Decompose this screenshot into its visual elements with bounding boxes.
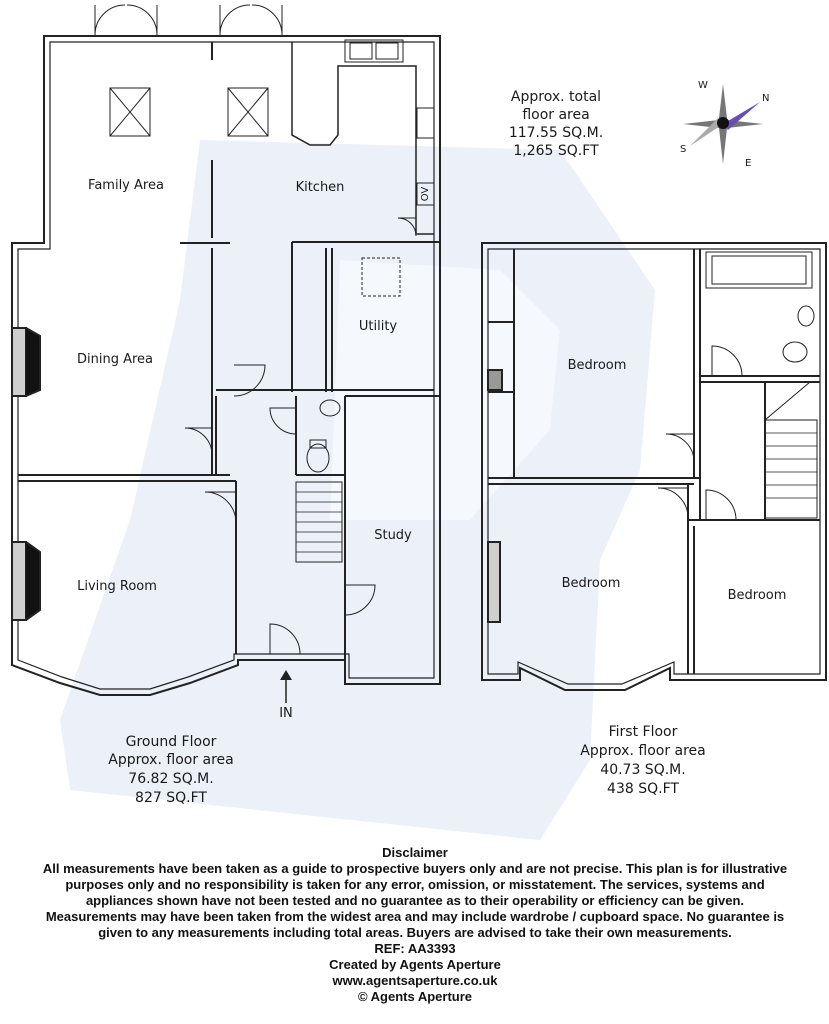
room-label-family-area: Family Area (88, 178, 164, 193)
svg-text:Ground Floor: Ground Floor (125, 734, 217, 750)
compass-north-label: N (762, 93, 770, 104)
room-label-utility: Utility (358, 319, 398, 334)
svg-text:1,265 SQ.FT: 1,265 SQ.FT (513, 143, 599, 159)
disclaimer-block (40, 845, 790, 1005)
room-label-bedroom-right: Bedroom (727, 588, 787, 603)
room-label-living-room: Living Room (77, 579, 157, 594)
svg-text:Approx. floor area: Approx. floor area (108, 752, 234, 768)
svg-text:Approx. total: Approx. total (510, 89, 602, 105)
total-area-summary (509, 89, 603, 159)
entrance-label: IN (279, 706, 293, 721)
compass-east-label: E (745, 158, 752, 169)
svg-text:117.55 SQ.M.: 117.55 SQ.M. (508, 125, 604, 141)
first-floor-summary (580, 724, 706, 797)
reference-number: REF: AA3393 (374, 941, 456, 956)
room-label-bedroom-top: Bedroom (567, 358, 627, 373)
room-label-dining-area: Dining Area (76, 352, 154, 367)
svg-text:76.82 SQ.M.: 76.82 SQ.M. (128, 771, 214, 787)
svg-text:438 SQ.FT: 438 SQ.FT (607, 781, 679, 797)
room-label-bedroom-left: Bedroom (561, 576, 621, 591)
svg-text:40.73 SQ.M.: 40.73 SQ.M. (600, 762, 686, 778)
disclaimer-body: All measurements have been taken as a guide to prospective buyers only and are not precise. This plan is for illustrative purposes only and no responsibility is taken for any error, omission, or misstatement. The services, systems and appliances shown have not been tested and no guarantee as to their operability or efficiency can be given. Measurements may have been taken from the widest area and may include wardrobe / cupboard space. No guarantee is given to any measurements including total areas. Buyers are advised to take their own measurements. (42, 861, 788, 940)
copyright-notice: © Agents Aperture (357, 989, 473, 1004)
room-label-study: Study (374, 528, 412, 543)
svg-text:floor area: floor area (522, 107, 590, 123)
svg-text:Approx. floor area: Approx. floor area (580, 743, 706, 759)
svg-text:First Floor: First Floor (608, 724, 678, 740)
room-label-kitchen: Kitchen (295, 180, 345, 195)
website-link[interactable]: www.agentsaperture.co.uk (332, 973, 498, 988)
compass-south-label: S (680, 144, 687, 155)
compass-rose (680, 80, 769, 169)
svg-text:827 SQ.FT: 827 SQ.FT (135, 790, 207, 806)
created-by-credit: Created by Agents Aperture (329, 957, 501, 972)
oven-label: OV (420, 186, 431, 202)
compass-west-label: W (698, 80, 708, 91)
disclaimer-title: Disclaimer (382, 845, 448, 860)
